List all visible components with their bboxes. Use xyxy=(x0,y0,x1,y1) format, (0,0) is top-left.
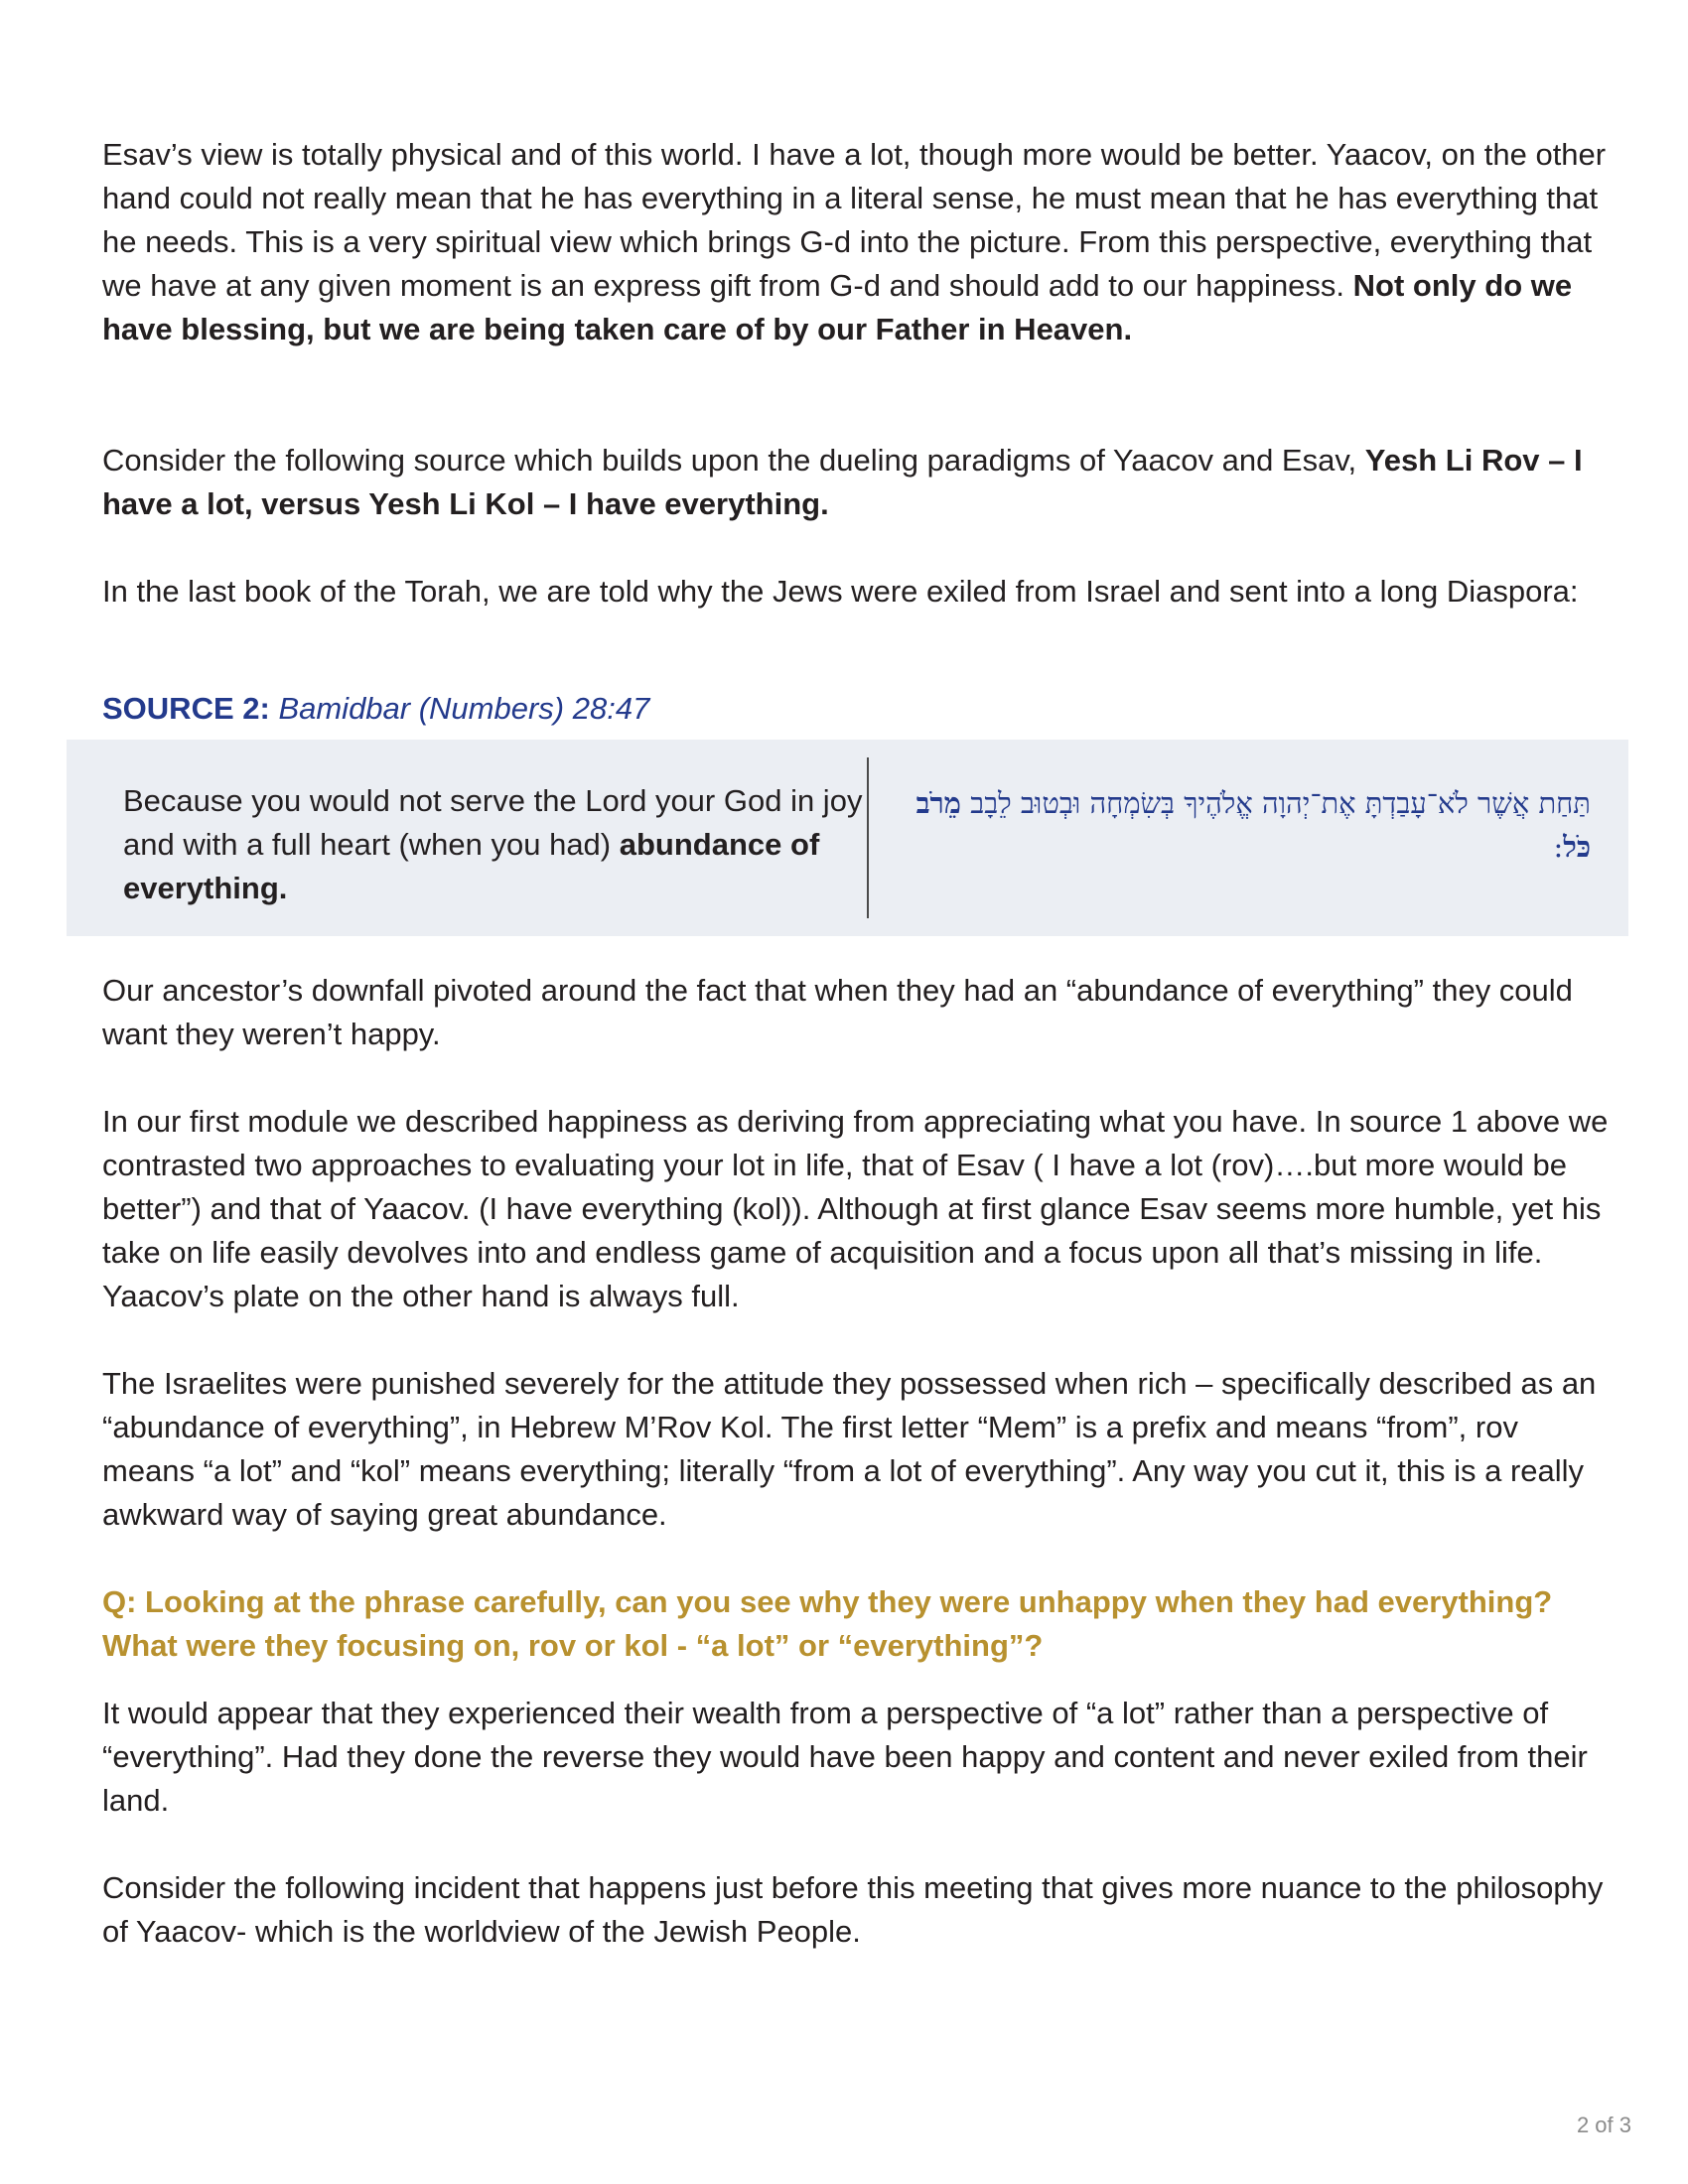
source-label: SOURCE 2: xyxy=(102,691,270,726)
source-box xyxy=(67,740,1628,936)
paragraph-emphasis: Not only do we have blessing, but we are being taken care of by our Father in Heaven. xyxy=(102,268,1573,346)
question-text: Q: Looking at the phrase carefully, can you see why they were unhappy when they had everything? What were they focusing on, rov or kol - “a lot” or “everything”? xyxy=(102,1584,1553,1663)
paragraph-israelites-punished xyxy=(102,1362,1612,1537)
source-heading xyxy=(102,687,649,731)
paragraph-perspective xyxy=(102,1692,1612,1823)
paragraph-dueling-paradigms xyxy=(102,439,1612,526)
source-hebrew xyxy=(915,781,1591,869)
paragraph-text: Esav’s view is totally physical and of this world. I have a lot, though more would be better. Yaacov, on the other hand could not really mean that he has everything in a literal sense, he must mean that he has everything that he needs. This is a very spiritual view which brings G-d into the picture. From this perspective, everything that we have at any given moment is an express gift from G-d and should add to our happiness. xyxy=(102,137,1607,303)
source-english xyxy=(123,779,878,910)
paragraph-text: In our first module we described happiness as deriving from appreciating what you have. In source 1 above we contrasted two approaches to evaluating your lot in life, that of Esav ( I have a lot (rov)….but more would be better”) and that of Yaacov. (I have everything (kol)). Although at first glance Esav seems more humble, yet his take on life easily devolves into and endless game of acquisition and a focus upon all that’s missing in life. Yaacov’s plate on the other hand is always full. xyxy=(102,1104,1609,1313)
page-number: 2 of 3 xyxy=(1576,2113,1631,2137)
paragraph-text: The Israelites were punished severely for the attitude they possessed when rich – specifically described as an “abundance of everything”, in Hebrew M’Rov Kol. The first letter “Mem” is a prefix and means “from”, rov means “a lot” and “kol” means everything; literally “from a lot of everything”. Any way you cut it, this is a really awkward way of saying great abundance. xyxy=(102,1366,1597,1532)
source-hebrew-emphasis: מֵרֹב כֹּל xyxy=(915,786,1591,864)
paragraph-torah-exile xyxy=(102,570,1612,614)
paragraph-text: It would appear that they experienced their wealth from a perspective of “a lot” rather than a perspective of “everything”. Had they done the reverse they would have been happy and content and never exiled from their land. xyxy=(102,1696,1588,1818)
source-divider xyxy=(867,757,869,918)
source-hebrew-text: תַּחַת אֲשֶׁר לֹא־עָבַדְתָּ אֶת־יְהוָה אֱלֹהֶיךָ בְּשִׂמְחָה וּבְטוּב לֵבָב xyxy=(961,786,1591,820)
source-hebrew-end: : xyxy=(1553,830,1564,864)
source-english-emphasis: abundance of everything. xyxy=(123,827,820,905)
paragraph-following-incident xyxy=(102,1866,1612,1954)
source-english-text: Because you would not serve the Lord your God in joy and with a full heart (when you had) xyxy=(123,783,863,862)
question-prompt xyxy=(102,1580,1612,1668)
source-reference: Bamidbar (Numbers) 28:47 xyxy=(278,691,650,726)
paragraph-first-module xyxy=(102,1100,1612,1318)
paragraph-esav-view xyxy=(102,133,1612,351)
paragraph-ancestors-downfall xyxy=(102,969,1612,1056)
paragraph-text: Consider the following incident that happens just before this meeting that gives more nuance to the philosophy of Yaacov- which is the worldview of the Jewish People. xyxy=(102,1870,1604,1949)
paragraph-text: In the last book of the Torah, we are told why the Jews were exiled from Israel and sent into a long Diaspora: xyxy=(102,574,1579,609)
paragraph-emphasis: Yesh Li Rov – I have a lot, versus Yesh Li Kol – I have everything. xyxy=(102,443,1583,521)
paragraph-text: Our ancestor’s downfall pivoted around the fact that when they had an “abundance of everything” they could want they weren’t happy. xyxy=(102,973,1573,1051)
paragraph-text: Consider the following source which builds upon the dueling paradigms of Yaacov and Esav, xyxy=(102,443,1365,478)
